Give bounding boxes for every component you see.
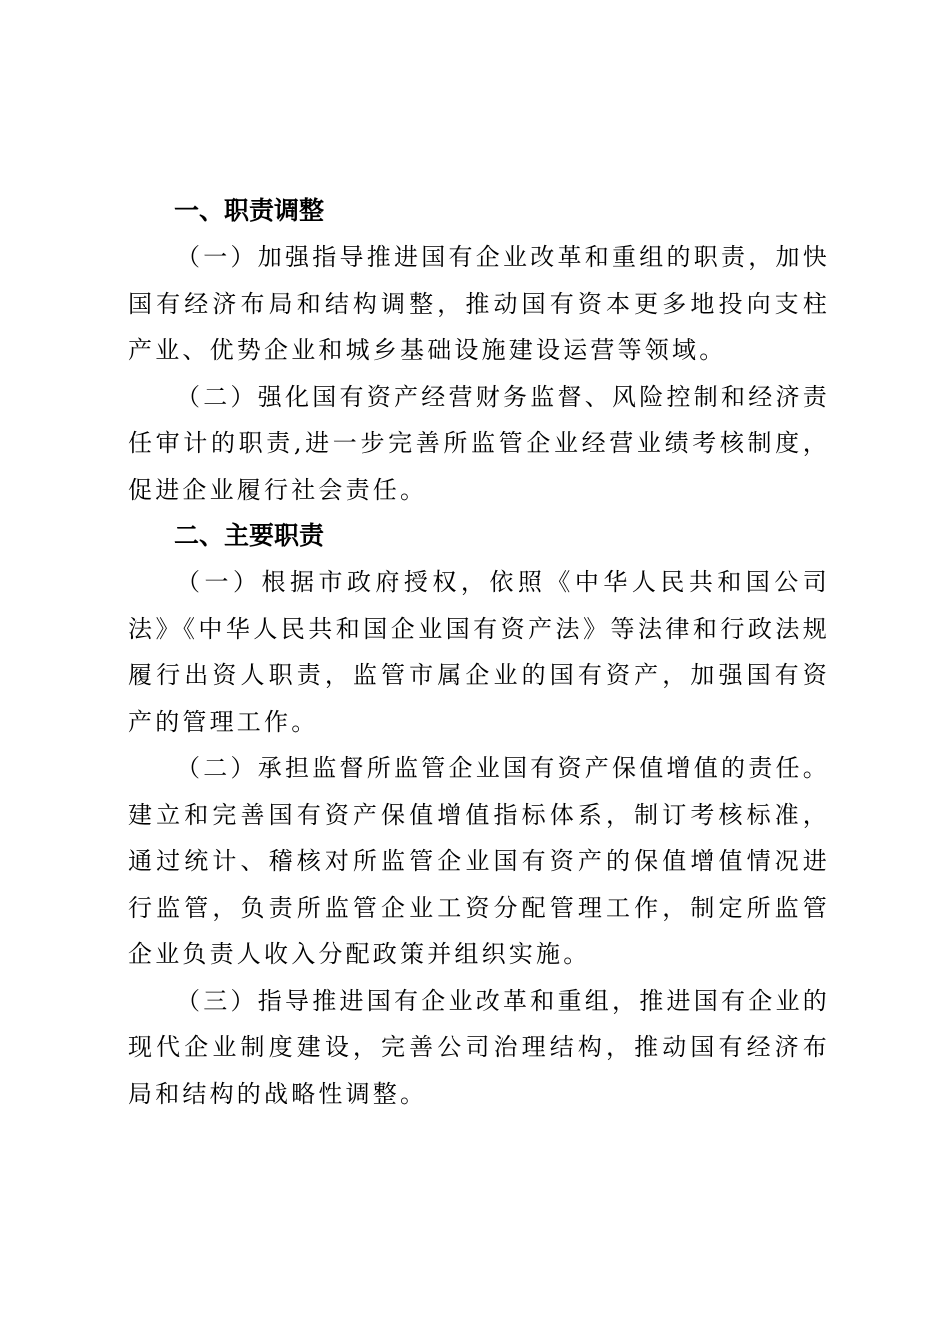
paragraph-main-duty-3: （三）指导推进国有企业改革和重组，推进国有企业的现代企业制度建设，完善公司治理结构，推动国有经济布局和结构的战略性调整。 xyxy=(128,986,830,1108)
section-heading-duties-adjustment: 一、职责调整 xyxy=(174,196,325,225)
paragraph-main-duty-2: （二）承担监督所监管企业国有资产保值增值的责任。建立和完善国有资产保值增值指标体系，制订考核标准，通过统计、稽核对所监管企业国有资产的保值增值情况进行监管，负责所监管企业工资分配管理工作，制定所监管企业负责人收入分配政策并组织实施。 xyxy=(128,754,830,968)
document-body xyxy=(128,188,830,1117)
paragraph-adjustment-1: （一）加强指导推进国有企业改革和重组的职责，加快国有经济布局和结构调整，推动国有资本更多地投向支柱产业、优势企业和城乡基础设施建设运营等领域。 xyxy=(128,243,830,364)
section-heading-main-duties: 二、主要职责 xyxy=(174,521,325,550)
paragraph-main-duty-1: （一）根据市政府授权，依照《中华人民共和国公司法》《中华人民共和国企业国有资产法》等法律和行政法规履行出资人职责，监管市属企业的国有资产，加强国有资产的管理工作。 xyxy=(128,568,830,736)
paragraph-adjustment-2: （二）强化国有资产经营财务监督、风险控制和经济责任审计的职责,进一步完善所监管企业经营业绩考核制度，促进企业履行社会责任。 xyxy=(128,382,830,504)
